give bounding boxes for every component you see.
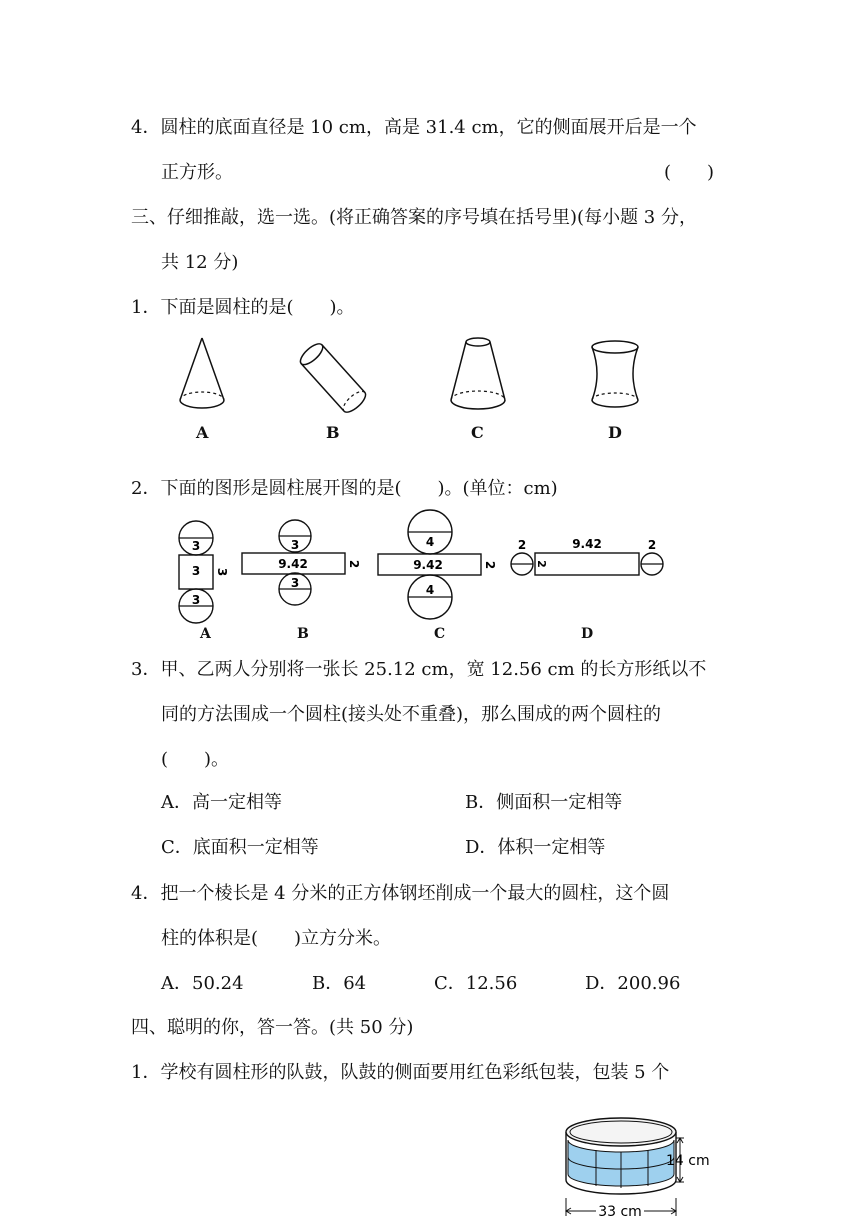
- figure-a-cone: [180, 338, 224, 408]
- q4-option-b: B．64: [312, 973, 367, 994]
- q1-label-d: D: [608, 423, 622, 442]
- section3-title-line2: 共 12 分): [161, 252, 239, 273]
- answer-paren: ( ): [664, 162, 715, 183]
- q2-label-c: C: [434, 626, 446, 642]
- q2-label-a: A: [200, 626, 211, 642]
- drum-height-label: 14 cm: [666, 1153, 710, 1169]
- judge-q4-line1: 4．圆柱的底面直径是 10 cm，高是 31.4 cm，它的侧面展开后是一个: [131, 117, 697, 138]
- drum-width-label: 33 cm: [598, 1204, 642, 1216]
- net-b-bottom-label: 3: [290, 576, 300, 590]
- q1-label-b: B: [326, 423, 340, 442]
- net-c-rect-label: 9.42: [413, 558, 443, 572]
- q1-label-c: C: [471, 423, 484, 442]
- q4-option-a: A．50.24: [161, 973, 244, 994]
- net-b-side-label: 2: [347, 559, 361, 569]
- net-a-top-label: 3: [191, 539, 201, 553]
- net-b: [242, 520, 361, 605]
- net-d-right-label: 2: [647, 538, 657, 552]
- answer-q1-line1: 1．学校有圆柱形的队鼓，队鼓的侧面要用红色彩纸包装，包装 5 个: [131, 1062, 670, 1083]
- net-a-middle-label: 3: [191, 564, 201, 578]
- q3-option-b: B．侧面积一定相等: [465, 792, 623, 813]
- choice-q4-line1: 4．把一个棱长是 4 分米的正方体钢坯削成一个最大的圆柱，这个圆: [131, 883, 670, 904]
- q2-label-b: B: [297, 626, 309, 642]
- net-c: [378, 510, 497, 619]
- choice-q1-text: 1．下面是圆柱的是( )。: [131, 297, 355, 318]
- net-c-top-label: 4: [425, 535, 435, 549]
- judge-q4-line2: 正方形。: [161, 162, 233, 183]
- net-a-side-label: 3: [215, 567, 229, 577]
- q3-option-c: C．底面积一定相等: [161, 837, 319, 858]
- section4-title: 四、聪明的你，答一答。(共 50 分): [131, 1017, 414, 1038]
- drum-figure: [558, 1110, 728, 1216]
- net-d: [511, 537, 663, 575]
- net-d-left-label: 2: [517, 538, 527, 552]
- net-a: [179, 521, 229, 623]
- net-b-rect-label: 9.42: [278, 557, 308, 571]
- net-c-side-label: 2: [483, 560, 497, 570]
- choice-q3-line1: 3．甲、乙两人分别将一张长 25.12 cm，宽 12.56 cm 的长方形纸以不: [131, 659, 707, 680]
- figure-b-cylinder: [297, 340, 369, 415]
- net-figures: [170, 508, 680, 626]
- net-c-bottom-label: 4: [425, 583, 435, 597]
- figure-c-frustum: [451, 338, 505, 409]
- choice-q3-line3: ( )。: [161, 749, 230, 770]
- choice-q2-text: 2．下面的图形是圆柱展开图的是( )。(单位：cm): [131, 478, 558, 499]
- q1-label-a: A: [196, 423, 209, 442]
- q4-option-d: D．200.96: [585, 973, 681, 994]
- net-b-top-label: 3: [290, 538, 300, 552]
- q3-option-d: D．体积一定相等: [465, 837, 606, 858]
- q3-option-a: A．高一定相等: [161, 792, 282, 813]
- figure-d-curved-cylinder: [592, 341, 638, 407]
- net-d-rect-side-label: 2: [535, 560, 548, 568]
- net-d-rect-top-label: 9.42: [572, 537, 602, 551]
- choice-q4-line2: 柱的体积是( )立方分米。: [161, 928, 392, 949]
- solid-figures: [160, 330, 680, 445]
- q4-option-c: C．12.56: [434, 973, 518, 994]
- section3-title-line1: 三、仔细推敲，选一选。(将正确答案的序号填在括号里)(每小题 3 分，: [131, 207, 697, 228]
- net-a-bottom-label: 3: [191, 593, 201, 607]
- q2-label-d: D: [581, 626, 594, 642]
- choice-q3-line2: 同的方法围成一个圆柱(接头处不重叠)，那么围成的两个圆柱的: [161, 704, 662, 725]
